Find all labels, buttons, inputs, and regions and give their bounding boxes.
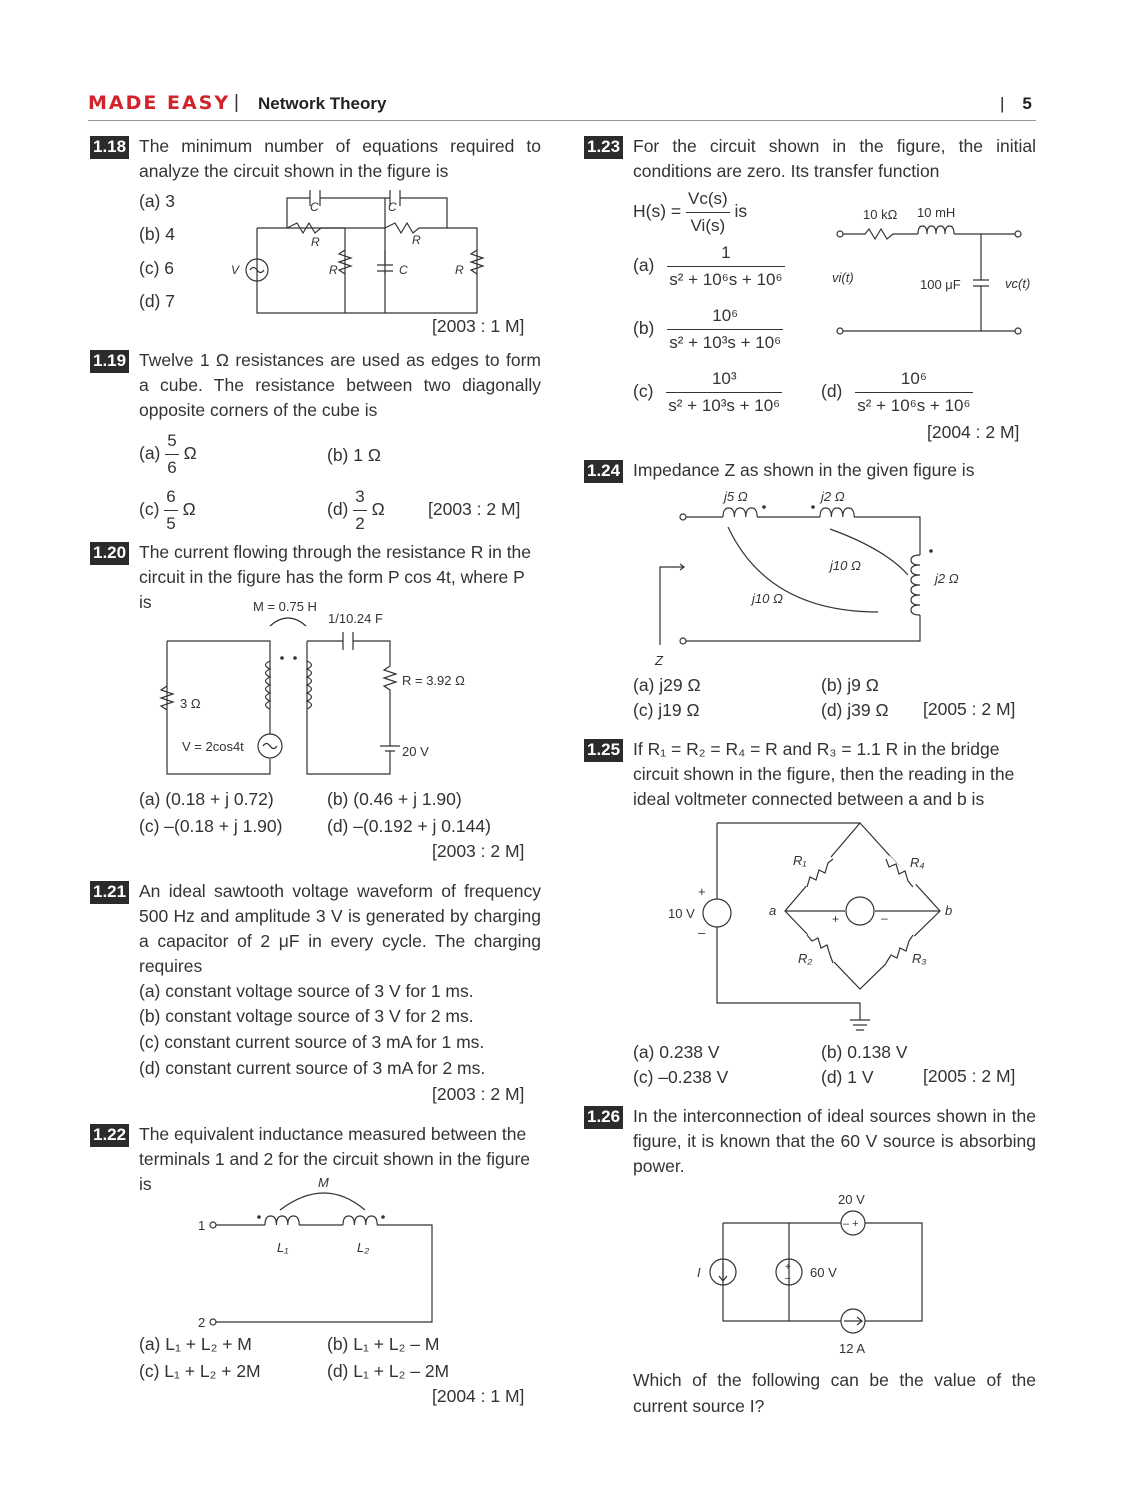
question-number: 1.21 (90, 881, 129, 904)
frac-num: 1 (667, 240, 784, 267)
label-m: M (318, 1175, 329, 1190)
question-text: The equivalent inductance measured between the terminals 1 and 2 for the circuit shown in the figure is (139, 1124, 531, 1194)
label-l1: j5 Ω (724, 489, 748, 504)
minus-sign: – (698, 925, 706, 940)
label-z: Z (655, 653, 663, 668)
option-a: (a) 3 (139, 191, 175, 211)
question-text: The current flowing through the resistance R in the circuit in the figure has the form P cos 4t, where P is (139, 542, 532, 612)
frac-num: 10³ (666, 366, 782, 393)
meter-minus: – (881, 911, 888, 925)
label-l3: j2 Ω (935, 571, 959, 586)
question-number: 1.23 (584, 136, 623, 159)
unit: Ω (182, 499, 196, 520)
header-rule (88, 120, 1036, 121)
option-d: (d) constant current source of 3 mA for 2 ms. (139, 1058, 486, 1078)
circuit-figure-1-22 (195, 1172, 445, 1332)
label-i: I (697, 1265, 701, 1280)
option-a: (a) constant voltage source of 3 V for 1 ms. (139, 981, 474, 1001)
label-source: 10 V (668, 906, 695, 921)
frac-den: s² + 10³s + 10⁶ (668, 396, 781, 415)
option-b: (b) constant voltage source of 3 V for 2 ms. (139, 1006, 474, 1026)
option-b: (b) 1 Ω (327, 445, 381, 465)
label-vi: vi(t) (832, 270, 854, 285)
label-20v: 20 V (838, 1192, 865, 1207)
option-label: (a) (633, 255, 655, 276)
option-a: (a) 0.238 V (633, 1042, 720, 1062)
option-c: (c) constant current source of 3 mA for 1 ms. (139, 1032, 485, 1052)
option-c: (c) j19 Ω (633, 700, 700, 720)
unit: Ω (371, 499, 385, 520)
year-tag: [2003 : 2 M] (428, 499, 521, 519)
label-12a: 12 A (839, 1341, 866, 1356)
node-a: a (769, 903, 777, 918)
meter-plus: + (832, 912, 840, 926)
option-c (633, 366, 782, 419)
option-b: (b) 0.138 V (821, 1042, 908, 1062)
circuit-figure-1-26 (690, 1185, 940, 1365)
year-tag: [2003 : 1 M] (432, 316, 525, 336)
year-tag: [2005 : 2 M] (923, 699, 1016, 719)
option-label: (c) (633, 381, 654, 402)
terminal-1: 1 (198, 1218, 206, 1233)
node-b: b (945, 903, 953, 918)
source-60v-minus: – (785, 1273, 791, 1284)
option-d: (d) –(0.192 + j 0.144) (327, 816, 491, 836)
frac-num: 5 (165, 428, 178, 455)
frac-num: 6 (164, 484, 177, 511)
label-r4: R (455, 263, 464, 277)
label-mutual: M = 0.75 H (253, 599, 317, 614)
question-text: The minimum number of equations required to analyze the circuit shown in the figure is (139, 136, 541, 181)
brand-logo: MADE EASY (88, 92, 231, 114)
label-c3: C (399, 263, 408, 277)
h-label: H(s) = (633, 201, 682, 222)
option-a: (a) L₁ + L₂ + M (139, 1334, 252, 1354)
circuit-figure-1-23 (825, 200, 1040, 340)
question-text: An ideal sawtooth voltage waveform of frequency 500 Hz and amplitude 3 V is generated by charging a capacitor of 2 μF in every cycle. The charging requires (139, 881, 541, 976)
source-60v-plus: + (785, 1262, 791, 1273)
option-d: (d) 1 V (821, 1067, 874, 1087)
label-resistor-r: R = 3.92 Ω (402, 673, 465, 688)
label-r1: R₁ (793, 853, 807, 868)
option-c: (c) L₁ + L₂ + 2M (139, 1361, 261, 1381)
option-d (327, 484, 385, 537)
label-l2: L₂ (357, 1240, 370, 1255)
subject-title: Network Theory (258, 94, 387, 113)
label-source: V = 2cos4t (182, 739, 244, 754)
option-label: (d) (821, 381, 843, 402)
frac-den: s² + 10⁶s + 10⁶ (669, 270, 783, 289)
circuit-figure-1-24 (650, 485, 980, 675)
option-d: (d) 7 (139, 291, 175, 311)
plus-sign: + (698, 884, 706, 899)
option-c: (c) 6 (139, 258, 174, 278)
option-b: (b) 4 (139, 224, 175, 244)
option-b: (b) (0.46 + j 1.90) (327, 789, 462, 809)
label-r4: R₄ (910, 855, 925, 870)
option-d: (d) L₁ + L₂ – 2M (327, 1361, 450, 1381)
frac-den: s² + 10⁶s + 10⁶ (857, 396, 971, 415)
label-r1: R (311, 235, 320, 249)
page-separator: | (1000, 94, 1005, 113)
label-battery: 20 V (402, 744, 429, 759)
label-resistor: 10 kΩ (863, 207, 898, 222)
question-number: 1.26 (584, 1106, 623, 1129)
option-b (633, 303, 783, 356)
label-l1: L₁ (277, 1240, 289, 1255)
label-r2: R (412, 233, 421, 247)
frac-den: Vi(s) (690, 216, 726, 235)
frac-den: 5 (166, 514, 176, 533)
label-r3: R (329, 263, 338, 277)
question-text: Impedance Z as shown in the given figure is (633, 460, 975, 480)
option-d (821, 366, 973, 419)
question-text: Twelve 1 Ω resistances are used as edges to form a cube. The resistance between two diagonally opposite corners of the cube is (139, 350, 541, 420)
label-inductor: 10 mH (917, 205, 956, 220)
option-label: (b) (633, 318, 655, 339)
option-a (139, 428, 197, 481)
label-m2: j10 Ω (752, 591, 783, 606)
label-vc: vc(t) (1005, 276, 1031, 291)
option-c: (c) –0.238 V (633, 1067, 729, 1087)
option-a (633, 240, 785, 293)
h-is: is (734, 201, 748, 222)
year-tag: [2003 : 2 M] (432, 1084, 525, 1104)
option-label: (a) (139, 443, 161, 464)
frac-num: 3 (353, 484, 366, 511)
source-20v-polarity: – + (843, 1218, 859, 1230)
frac-den: 6 (167, 458, 177, 477)
label-resistor-3: 3 Ω (180, 696, 201, 711)
unit: Ω (183, 443, 197, 464)
option-c (139, 484, 196, 537)
frac-den: s² + 10³s + 10⁶ (669, 333, 782, 352)
label-m1: j10 Ω (830, 558, 861, 573)
frac-num: 10⁶ (667, 303, 783, 330)
label-r2: R₂ (798, 951, 813, 966)
question-number: 1.20 (90, 542, 129, 565)
frac-den: 2 (355, 514, 365, 533)
page-number: 5 (1022, 94, 1032, 113)
terminal-2: 2 (198, 1315, 206, 1330)
option-label: (d) (327, 499, 349, 520)
option-b: (b) j9 Ω (821, 675, 879, 695)
header-separator: | (234, 92, 239, 113)
circuit-figure-1-25 (660, 815, 960, 1040)
question-number: 1.24 (584, 460, 623, 483)
label-l2: j2 Ω (821, 489, 845, 504)
question-text: In the interconnection of ideal sources shown in the figure, it is known that the 60 V source is absorbing power. (633, 1106, 1036, 1176)
frac-num: 10⁶ (855, 366, 972, 393)
circuit-figure-1-18 (225, 180, 495, 320)
frac-num: Vc(s) (686, 186, 730, 213)
label-capacitor: 100 μF (920, 277, 961, 292)
label-60v: 60 V (810, 1265, 837, 1280)
transfer-function (633, 186, 747, 239)
year-tag: [2004 : 1 M] (432, 1386, 525, 1406)
year-tag: [2005 : 2 M] (923, 1066, 1016, 1086)
question-number: 1.19 (90, 350, 129, 373)
label-v: V (231, 263, 240, 277)
question-prompt: Which of the following can be the value of the current source I? (633, 1370, 1036, 1416)
option-a: (a) j29 Ω (633, 675, 701, 695)
option-d: (d) j39 Ω (821, 700, 889, 720)
label-capacitor: 1/10.24 F (328, 611, 383, 626)
question-number: 1.18 (90, 136, 129, 159)
page-number-block (1000, 94, 1032, 114)
label-c2: C (388, 200, 397, 214)
label-c1: C (310, 200, 319, 214)
label-r3: R₃ (912, 951, 927, 966)
option-b: (b) L₁ + L₂ – M (327, 1334, 440, 1354)
question-text: If R₁ = R₂ = R₄ = R and R₃ = 1.1 R in the bridge circuit shown in the figure, then the reading in the ideal voltmeter connected between a and b is (633, 739, 1015, 809)
question-number: 1.22 (90, 1124, 129, 1147)
question-number: 1.25 (584, 739, 623, 762)
option-label: (c) (139, 499, 160, 520)
year-tag: [2004 : 2 M] (927, 422, 1020, 442)
year-tag: [2003 : 2 M] (432, 841, 525, 861)
option-a: (a) (0.18 + j 0.72) (139, 789, 274, 809)
circuit-figure-1-20 (150, 596, 490, 781)
option-c: (c) –(0.18 + j 1.90) (139, 816, 283, 836)
question-text: For the circuit shown in the figure, the initial conditions are zero. Its transfer function (633, 136, 1036, 181)
